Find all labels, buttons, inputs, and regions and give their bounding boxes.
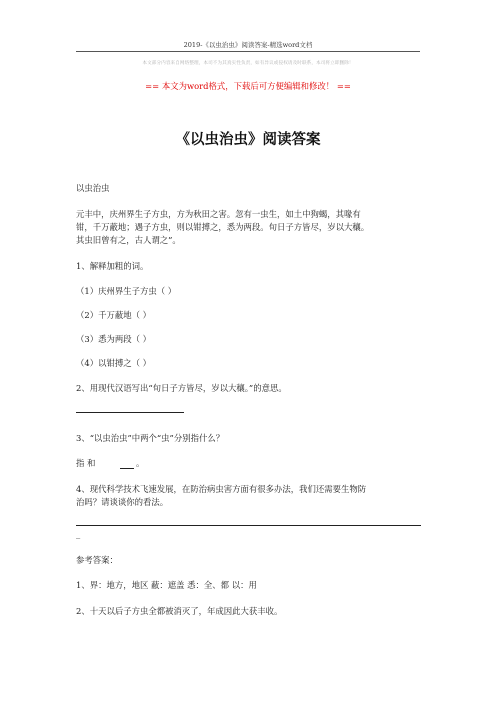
page-header: 2019-《以虫治虫》阅读答案-精选word文档 (183, 41, 313, 49)
question-3-answer-blank (120, 468, 134, 469)
question-4-line-2: 治吗？请谈谈你的看法。 (76, 497, 169, 507)
question-4-answer-tail: _ (76, 529, 81, 539)
question-3: 3、“以虫治虫”中两个“虫”分别指什么？ (76, 433, 225, 443)
answer-2: 2、十天以后子方虫全都被消灭了，年成因此大获丰收。 (76, 606, 283, 616)
article-body-line-1: 元丰中，庆州界生子方虫，方为秋田之害。忽有一虫生，如土中狗蝎，其喙有 (76, 209, 361, 219)
question-3-answer-prefix: 指 和 (76, 458, 96, 468)
question-1: 1、解释加粗的词。 (76, 261, 149, 271)
question-2: 2、用现代汉语写出“旬日子方皆尽，岁以大穰。”的意思。 (76, 383, 287, 393)
word-format-notice: == 本文为word格式，下载后可方便编辑和修改！ == (145, 81, 351, 91)
article-body-line-3: 其虫旧曾有之，古人谓之”。 (76, 235, 181, 245)
answer-1: 1、界：地方，地区 蔽：遮盖 悉：全、都 以：用 (76, 580, 257, 590)
header-divider (76, 51, 420, 52)
article-body-line-2: 钳，千万蔽地；遇子方虫，则以钳搏之，悉为两段。旬日子方皆尽，岁以大穰。 (76, 222, 370, 232)
question-1-item-4: （4）以钳搏之（ ） (76, 358, 151, 368)
question-1-item-1: （1）庆州界生子方虫（ ） (76, 286, 177, 296)
question-4-answer-line (76, 525, 421, 526)
question-2-answer-line (76, 412, 184, 413)
disclaimer-text: 本文部分内容来自网络整理，本司不为其真实性负责，如有异议或侵权请及时联系，本司将立即删除！ (142, 61, 354, 66)
question-1-item-2: （2）千万蔽地（ ） (76, 310, 151, 320)
question-1-item-3: （3）悉为两段（ ） (76, 334, 151, 344)
answers-heading: 参考答案： (76, 555, 118, 565)
article-heading: 以虫治虫 (76, 183, 110, 193)
question-3-answer-suffix: 。 (136, 458, 145, 468)
question-4-line-1: 4、现代科学技术飞速发展，在防治病虫害方面有很多办法，我们还需要生物防 (76, 484, 367, 494)
document-title: 《以虫治虫》阅读答案 (175, 131, 321, 148)
